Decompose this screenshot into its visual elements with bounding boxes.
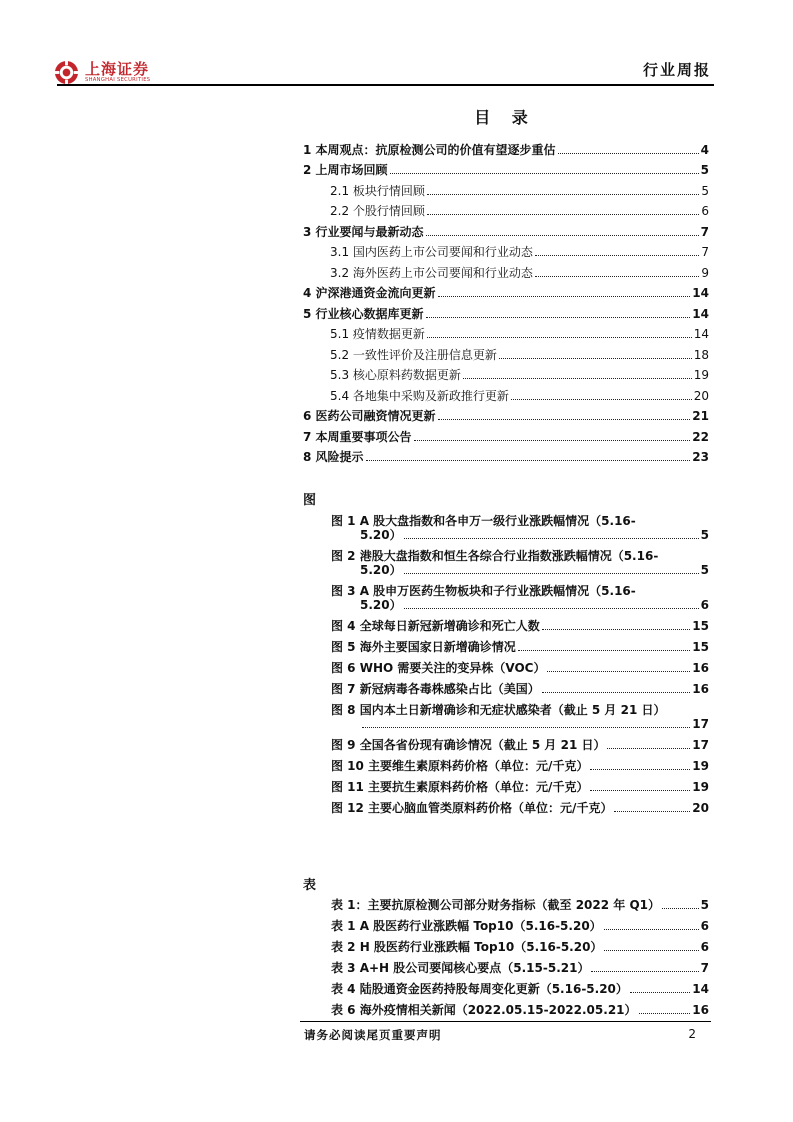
table-entry[interactable] xyxy=(331,961,709,975)
table-of-contents xyxy=(303,136,709,464)
figure-entry-page: 6 xyxy=(700,598,709,612)
table-entry[interactable] xyxy=(331,940,709,954)
toc-entry-page: 5 xyxy=(701,183,709,198)
figure-entry[interactable] xyxy=(331,661,709,675)
logo-emblem-icon xyxy=(54,60,79,85)
toc-entry[interactable] xyxy=(303,362,709,383)
dot-leader xyxy=(438,296,691,297)
figure-entry[interactable] xyxy=(331,801,709,815)
table-entry-page: 6 xyxy=(700,940,709,954)
table-entry[interactable] xyxy=(331,1003,709,1017)
logo-chinese-name: 上海证券 xyxy=(85,60,150,78)
toc-entry-label: 6 医药公司融资情况更新 xyxy=(303,409,436,423)
toc-entry-page: 21 xyxy=(692,409,709,423)
dot-leader xyxy=(662,908,699,909)
toc-entry-label: 1 本周观点：抗原检测公司的价值有望逐步重估 xyxy=(303,142,556,157)
dot-leader xyxy=(427,194,699,195)
figure-entry-row xyxy=(331,682,709,696)
toc-entry-label: 5.4 各地集中采购及新政推行更新 xyxy=(330,388,509,403)
dot-leader xyxy=(591,971,698,972)
table-entry-label: 表 4 陆股通资金医药持股每周变化更新（5.16-5.20） xyxy=(331,982,628,996)
figure-entry[interactable] xyxy=(331,619,709,633)
toc-entry[interactable] xyxy=(303,300,709,321)
dot-leader xyxy=(558,153,699,154)
tables-heading: 表 xyxy=(303,878,317,893)
toc-entry-page: 22 xyxy=(692,429,709,444)
figure-entry-page: 16 xyxy=(692,682,709,696)
toc-entry-label: 8 风险提示 xyxy=(303,450,364,464)
figure-entry-label: 图 7 新冠病毒各毒株感染占比（美国） xyxy=(331,682,540,696)
dot-leader xyxy=(590,769,690,770)
figure-entry-page: 15 xyxy=(692,640,709,654)
toc-entry-page: 7 xyxy=(701,245,709,259)
dot-leader xyxy=(630,992,690,993)
toc-entry[interactable] xyxy=(303,280,709,301)
figure-entry-label-continued: 5.20） xyxy=(360,528,402,542)
toc-entry[interactable] xyxy=(303,198,709,219)
dot-leader xyxy=(542,629,691,630)
figure-entry-label-continued: 5.20） xyxy=(360,563,402,577)
figure-entry-row xyxy=(331,780,709,794)
dot-leader xyxy=(414,440,691,441)
figure-entry[interactable] xyxy=(331,703,709,731)
toc-entry-page: 18 xyxy=(693,347,709,362)
figure-entry-page: 15 xyxy=(692,619,709,633)
figure-entry-label: 图 2 港股大盘指数和恒生各综合行业指数涨跌幅情况（5.16- xyxy=(331,549,659,563)
table-entry-row xyxy=(331,1003,709,1017)
dot-leader xyxy=(590,790,690,791)
dot-leader xyxy=(499,358,692,359)
figure-entry-continuation xyxy=(331,598,709,612)
table-entry[interactable] xyxy=(331,919,709,933)
toc-entry[interactable] xyxy=(303,177,709,198)
figure-entry-label: 图 9 全国各省份现有确诊情况（截止 5 月 21 日） xyxy=(331,738,606,752)
figure-entry[interactable] xyxy=(331,514,709,542)
toc-entry[interactable] xyxy=(303,218,709,239)
table-entry-page: 7 xyxy=(700,961,709,975)
toc-entry-label: 3.1 国内医药上市公司要闻和行业动态 xyxy=(330,245,533,259)
figure-entry[interactable] xyxy=(331,584,709,612)
toc-entry-label: 2.1 板块行情回顾 xyxy=(330,183,425,198)
dot-leader xyxy=(404,538,699,539)
toc-entry[interactable] xyxy=(303,382,709,403)
toc-entry[interactable] xyxy=(303,321,709,342)
toc-entry-page: 14 xyxy=(693,327,709,341)
dot-leader xyxy=(366,460,691,461)
dot-leader xyxy=(427,214,699,215)
toc-entry-label: 3 行业要闻与最新动态 xyxy=(303,224,424,239)
toc-entry-label: 4 沪深港通资金流向更新 xyxy=(303,286,436,300)
figure-entry-label: 图 11 主要抗生素原料药价格（单位：元/千克） xyxy=(331,780,589,794)
figure-entry-label: 图 8 国内本土日新增确诊和无症状感染者（截止 5 月 21 日） xyxy=(331,703,666,717)
toc-entry[interactable] xyxy=(303,444,709,465)
toc-entry[interactable] xyxy=(303,423,709,444)
figure-entry-label: 图 10 主要维生素原料药价格（单位：元/千克） xyxy=(331,759,589,773)
dot-leader xyxy=(607,748,690,749)
logo-english-name: SHANGHAI SECURITIES xyxy=(85,77,151,83)
figure-entry-label: 图 5 海外主要国家日新增确诊情况 xyxy=(331,640,516,654)
figure-entry-row xyxy=(331,801,709,815)
dot-leader xyxy=(518,650,691,651)
dot-leader xyxy=(547,671,690,672)
figure-entry[interactable] xyxy=(331,640,709,654)
company-logo xyxy=(54,60,150,85)
figure-entry-page: 17 xyxy=(692,738,709,752)
toc-entry-page: 4 xyxy=(700,142,709,157)
toc-entry-page: 9 xyxy=(701,265,709,280)
figures-heading: 图 xyxy=(303,493,317,508)
dot-leader xyxy=(511,399,692,400)
dot-leader xyxy=(426,317,691,318)
table-entry-row xyxy=(331,898,709,912)
table-entry-page: 16 xyxy=(692,1003,709,1017)
table-entry-page: 6 xyxy=(700,919,709,933)
table-entry-label: 表 6 海外疫情相关新闻（2022.05.15-2022.05.21） xyxy=(331,1003,637,1017)
toc-entry-page: 7 xyxy=(700,224,709,239)
table-entry-label: 表 1：主要抗原检测公司部分财务指标（截至 2022 年 Q1） xyxy=(331,898,661,912)
dot-leader xyxy=(390,173,699,174)
figure-entry[interactable] xyxy=(331,759,709,773)
figure-entry-row xyxy=(331,759,709,773)
toc-entry-page: 6 xyxy=(701,204,709,218)
toc-entry[interactable] xyxy=(303,157,709,178)
table-entry-page: 14 xyxy=(692,982,709,996)
tables-list xyxy=(331,898,709,1024)
figure-entry-page: 19 xyxy=(692,780,709,794)
table-entry-row xyxy=(331,919,709,933)
figure-entry-continuation xyxy=(331,528,709,542)
figure-entry-row xyxy=(331,738,709,752)
figure-entry-page: 19 xyxy=(692,759,709,773)
toc-entry-label: 3.2 海外医药上市公司要闻和行业动态 xyxy=(330,265,533,280)
figure-entry-continuation xyxy=(331,717,709,731)
disclaimer-text: 请务必阅读尾页重要声明 xyxy=(304,1028,442,1042)
toc-entry-label: 7 本周重要事项公告 xyxy=(303,429,412,444)
figure-entry-page: 17 xyxy=(692,717,709,731)
figure-entry-label-continued: 5.20） xyxy=(360,598,402,612)
figure-entry-label: 图 12 主要心脑血管类原料药价格（单位：元/千克） xyxy=(331,801,613,815)
dot-leader xyxy=(404,608,699,609)
table-entry-label: 表 3 A+H 股公司要闻核心要点（5.15-5.21） xyxy=(331,961,590,975)
figure-entry-label: 图 4 全球每日新冠新增确诊和死亡人数 xyxy=(331,619,540,633)
figure-entry-page: 5 xyxy=(700,528,709,542)
toc-entry[interactable] xyxy=(303,259,709,280)
figure-entry[interactable] xyxy=(331,682,709,696)
toc-entry-label: 5.1 疫情数据更新 xyxy=(330,327,425,341)
dot-leader xyxy=(614,811,690,812)
dot-leader xyxy=(362,727,690,728)
figure-entry-continuation xyxy=(331,563,709,577)
toc-entry-page: 5 xyxy=(700,163,709,177)
toc-entry-label: 5 行业核心数据库更新 xyxy=(303,306,424,321)
figures-list xyxy=(331,514,709,822)
dot-leader xyxy=(542,692,691,693)
toc-entry-label: 5.3 核心原料药数据更新 xyxy=(330,368,461,382)
figure-entry-row xyxy=(331,619,709,633)
figure-entry[interactable] xyxy=(331,780,709,794)
table-entry-label: 表 2 H 股医药行业涨跌幅 Top10（5.16-5.20） xyxy=(331,940,603,954)
figure-entry-row xyxy=(331,640,709,654)
footer-divider xyxy=(300,1021,711,1022)
table-entry[interactable] xyxy=(331,898,709,912)
figure-entry-label: 图 3 A 股申万医药生物板块和子行业涨跌幅情况（5.16- xyxy=(331,584,636,598)
table-entry[interactable] xyxy=(331,982,709,996)
toc-entry-label: 5.2 一致性评价及注册信息更新 xyxy=(330,347,497,362)
toc-entry-label: 2.2 个股行情回顾 xyxy=(330,204,425,218)
dot-leader xyxy=(427,337,692,338)
dot-leader xyxy=(404,573,699,574)
dot-leader xyxy=(604,950,698,951)
dot-leader xyxy=(535,276,699,277)
dot-leader xyxy=(535,255,699,256)
toc-entry-page: 14 xyxy=(692,286,709,300)
toc-entry[interactable] xyxy=(303,239,709,260)
header-divider xyxy=(57,84,714,86)
page-title: 目 录 xyxy=(474,108,536,127)
dot-leader xyxy=(463,378,692,379)
toc-entry-page: 19 xyxy=(693,368,709,382)
toc-entry-page: 20 xyxy=(693,388,709,403)
figure-entry-row xyxy=(331,661,709,675)
figure-entry-page: 16 xyxy=(692,661,709,675)
table-entry-page: 5 xyxy=(700,898,709,912)
figure-entry[interactable] xyxy=(331,738,709,752)
table-entry-row xyxy=(331,940,709,954)
toc-entry[interactable] xyxy=(303,341,709,362)
figure-entry-page: 20 xyxy=(692,801,709,815)
table-entry-row xyxy=(331,961,709,975)
dot-leader xyxy=(639,1013,691,1014)
toc-entry-page: 14 xyxy=(692,306,709,321)
table-entry-row xyxy=(331,982,709,996)
figure-entry-label: 图 6 WHO 需要关注的变异株（VOC） xyxy=(331,661,546,675)
toc-entry-label: 2 上周市场回顾 xyxy=(303,163,388,177)
toc-entry[interactable] xyxy=(303,136,709,157)
dot-leader xyxy=(426,235,699,236)
figure-entry-page: 5 xyxy=(700,563,709,577)
figure-entry-label: 图 1 A 股大盘指数和各申万一级行业涨跌幅情况（5.16- xyxy=(331,514,636,528)
dot-leader xyxy=(604,929,699,930)
table-entry-label: 表 1 A 股医药行业涨跌幅 Top10（5.16-5.20） xyxy=(331,919,602,933)
toc-entry-page: 23 xyxy=(692,450,709,464)
figure-entry[interactable] xyxy=(331,549,709,577)
toc-entry[interactable] xyxy=(303,403,709,424)
dot-leader xyxy=(438,419,691,420)
document-type: 行业周报 xyxy=(642,61,711,79)
page-number: 2 xyxy=(688,1027,696,1041)
